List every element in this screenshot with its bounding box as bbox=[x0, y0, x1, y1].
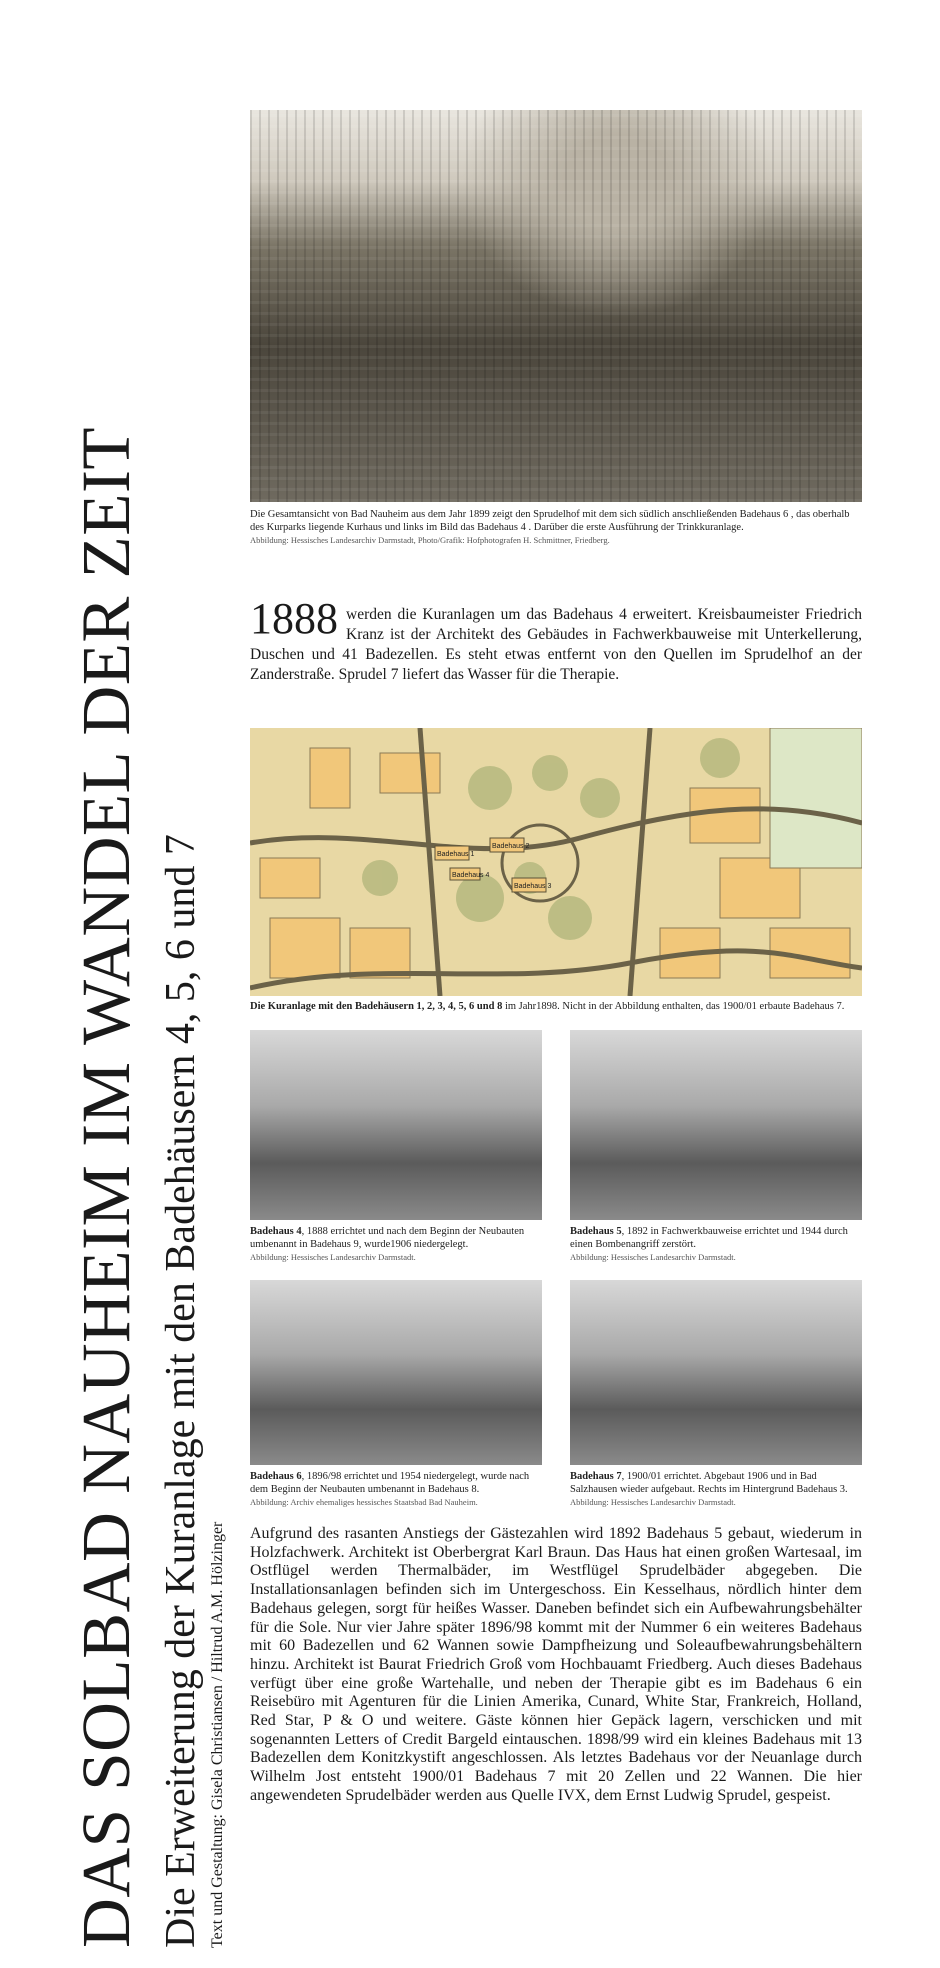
map-section bbox=[250, 728, 862, 1018]
badehaus-7-source: Abbildung: Hessisches Landesarchiv Darmstadt. bbox=[570, 1497, 736, 1507]
title-column bbox=[0, 0, 230, 1968]
map-label-4: Badehaus 4 bbox=[452, 872, 490, 879]
photo-grid bbox=[250, 1030, 862, 1510]
map-caption-rest: im Jahr1898. Nicht in der Abbildung enthalten, das 1900/01 erbaute Badehaus 7. bbox=[502, 1001, 845, 1012]
credit-line: Text und Gestaltung: Gisela Christiansen / Hiltrud A.M. Hölzinger bbox=[209, 1521, 226, 1948]
lead-paragraph bbox=[250, 594, 862, 685]
badehaus-4-source: Abbildung: Hessisches Landesarchiv Darmstadt. bbox=[250, 1252, 416, 1262]
badehaus-5-photo bbox=[570, 1030, 862, 1220]
badehaus-6-source: Abbildung: Archiv ehemaliges hessisches Staatsbad Bad Nauheim. bbox=[250, 1497, 478, 1507]
badehaus-5-text: , 1892 in Fachwerkbauweise errichtet und 1944 durch einen Bombenangriff zerstört. bbox=[570, 1226, 848, 1250]
map-caption bbox=[250, 1000, 862, 1013]
badehaus-7-text: , 1900/01 errichtet. Abgebaut 1906 und in Bad Salzhausen wieder aufgebaut. Rechts im Hintergrund Badehaus 3. bbox=[570, 1471, 848, 1495]
badehaus-5-name: Badehaus 5 bbox=[570, 1226, 622, 1237]
badehaus-7-photo bbox=[570, 1280, 862, 1465]
panorama-caption bbox=[250, 508, 862, 547]
badehaus-4-name: Badehaus 4 bbox=[250, 1226, 302, 1237]
map-caption-bold: Die Kuranlage mit den Badehäusern 1, 2, 3, 4, 5, 6 und 8 bbox=[250, 1001, 503, 1012]
badehaus-6-name: Badehaus 6 bbox=[250, 1471, 302, 1482]
panorama-section bbox=[250, 110, 862, 550]
badehaus-5-source: Abbildung: Hessisches Landesarchiv Darmstadt. bbox=[570, 1252, 736, 1262]
panorama-image bbox=[250, 110, 862, 502]
badehaus-6-photo bbox=[250, 1280, 542, 1465]
body-text: Aufgrund des rasanten Anstiegs der Gästezahlen wird 1892 Badehaus 5 gebaut, wiederum in Holzfachwerk. Architekt ist Oberbergrat Karl Braun. Das Haus hat einen großen Wartesaal, im Ostflügel werden Thermalbäder, im Westflügel Sprudelbäder abgegeben. Die Installationsanlagen befinden sich im Untergeschoss. Ein Kesselhaus, nördlich hinter dem Badehaus gelegen, sorgt für heißes Wasser. Daneben befindet sich ein Aufbewahrungsbehälter für die Sole. Nur vier Jahre später 1896/98 kommt mit der Nummer 6 ein weiteres Badehaus mit 60 Badezellen und 62 Wannen sowie Dampfheizung und Soleaufbewahrungsbehältern hinzu. Architekt ist Baurat Friedrich Groß vom Hochbauamt Friedberg. Auch dieses Badehaus verfügt über eine große Wartehalle, und neben der Therapie gibt es im Badehaus 6 ein Reisebüro mit Agenturen für die Linien Amerika, Cunard, White Star, Frankreich, Holland, Red Star, P & O und weitere. Gäste können hier Gepäck lagern, verschicken und mit sogenannten Letters of Credit Bargeld eintauschen. 1898/99 wird ein kleines Badehaus mit 13 Badezellen dem Konitzkystift angeschlossen. Als letztes Badehaus vor der Neuanlage durch Wilhelm Jost entsteht 1900/01 Badehaus 7 mit 20 Zellen und 22 Wannen. Die hier angewendeten Sprudelbäder werden aus Quelle IVX, dem Ernst Ludwig Sprudel, gespeist. bbox=[250, 1525, 862, 1804]
badehaus-6-caption bbox=[250, 1470, 542, 1509]
badehaus-5-caption bbox=[570, 1225, 862, 1264]
map-label-3: Badehaus 3 bbox=[514, 883, 552, 890]
panorama-source: Abbildung: Hessisches Landesarchiv Darmstadt, Photo/Grafik: Hofphotografen H. Schmittner, Friedberg. bbox=[250, 535, 610, 545]
badehaus-4-text: , 1888 errichtet und nach dem Beginn der Neubauten umbenannt in Badehaus 9, wurde1906 niedergelegt. bbox=[250, 1226, 525, 1250]
badehaus-4-caption bbox=[250, 1225, 542, 1264]
panorama-caption-text: Die Gesamtansicht von Bad Nauheim aus dem Jahr 1899 zeigt den Sprudelhof mit dem sich südlich anschließenden Badehaus 6 , das oberhalb des Kurparks liegende Kurhaus und links im Bild das Badehaus 4 . Darüber die erste Ausführung der Trinkkuranlage. bbox=[250, 509, 850, 533]
badehaus-6-text: , 1896/98 errichtet und 1954 niedergelegt, wurde nach dem Beginn der Neubauten umbenannt in Badehaus 8. bbox=[250, 1471, 530, 1495]
page-subtitle: Die Erweiterung der Kuranlage mit den Badehäusern 4, 5, 6 und 7 bbox=[158, 834, 204, 1948]
lead-year: 1888 bbox=[250, 594, 338, 643]
page-title: DAS SOLBAD NAUHEIM IM WANDEL DER ZEIT bbox=[68, 426, 144, 1948]
map-label-2: Badehaus 2 bbox=[492, 843, 530, 850]
badehaus-7-caption bbox=[570, 1470, 862, 1509]
map-image bbox=[250, 728, 862, 996]
lead-text: werden die Kuranlagen um das Badehaus 4 erweitert. Kreisbaumeister Friedrich Kranz ist der Architekt des Gebäudes in Fachwerkbauweise mit Unterkellerung, Duschen und 41 Badezellen. Es steht etwas entfernt von den Quellen im Sprudelhof an der Zanderstraße. Sprudel 7 liefert das Wasser für die Therapie. bbox=[250, 606, 862, 683]
map-label-1: Badehaus 1 bbox=[437, 851, 475, 858]
park-map bbox=[250, 728, 862, 996]
badehaus-4-photo bbox=[250, 1030, 542, 1220]
badehaus-7-name: Badehaus 7 bbox=[570, 1471, 622, 1482]
